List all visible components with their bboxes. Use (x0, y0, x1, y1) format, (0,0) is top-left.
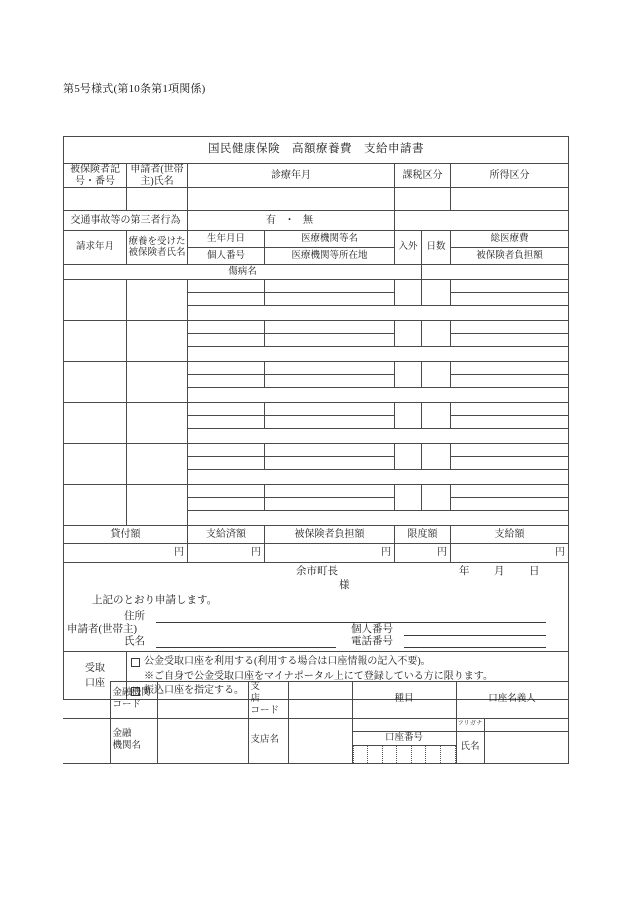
third-party-no[interactable]: 無 (303, 214, 316, 226)
cell-institution-name[interactable] (265, 362, 395, 375)
third-party-separator: ・ (284, 214, 298, 226)
cell-total-medical-cost[interactable] (451, 321, 569, 334)
cell-days[interactable] (422, 444, 451, 470)
currency-unit: 円 (437, 547, 447, 559)
currency-unit: 円 (381, 547, 391, 559)
form-number: 第5号様式(第10条第1項関係) (63, 83, 206, 95)
cell-disease-name[interactable] (188, 470, 569, 485)
account-holder-label: 口座名義人 (456, 682, 568, 719)
field-paid-amount[interactable] (188, 544, 265, 563)
receiving-account-label-line1: 受取 (85, 662, 105, 674)
header-applicant-name: 申請者(世帯主)氏名 (127, 164, 188, 188)
cell-treated-person[interactable] (127, 280, 188, 321)
account-digit[interactable] (353, 746, 369, 763)
third-party-yes[interactable]: 有 (266, 214, 279, 226)
header-in-out: 入外 (395, 231, 422, 265)
bank-account-table (63, 681, 569, 764)
account-number-digit-boxes[interactable] (353, 746, 456, 763)
public-account-note: ※ご自身で公金受取口座をマイナポータル上にて登録している方に限ります。 (144, 670, 493, 682)
field-limit-amount[interactable] (395, 544, 451, 563)
cell-disease-name[interactable] (188, 511, 569, 526)
field-benefit-amount[interactable] (451, 544, 569, 563)
field-insured-burden-total[interactable] (265, 544, 395, 563)
table-row (64, 444, 569, 457)
header-limit-amount: 限度額 (395, 526, 451, 544)
cell-total-medical-cost[interactable] (451, 362, 569, 375)
cell-personal-number[interactable] (188, 416, 265, 429)
cell-claim-month[interactable] (64, 485, 127, 526)
cell-institution-name[interactable] (265, 485, 395, 498)
cell-personal-number[interactable] (188, 457, 265, 470)
branch-code-label (248, 682, 288, 719)
phone-input[interactable] (404, 647, 546, 648)
submission-row (64, 563, 569, 652)
cell-in-out[interactable] (395, 485, 422, 511)
cell-disease-name[interactable] (188, 429, 569, 444)
institution-code-label (110, 682, 157, 719)
claim-header-row-1 (64, 231, 569, 248)
field-account-type[interactable] (352, 718, 456, 731)
institution-code-label-line2: コード (112, 699, 142, 710)
transfer-account-option-label: 振込口座を指定する。 (144, 685, 244, 697)
bank-spacer-cell (63, 682, 110, 719)
title-row (64, 137, 569, 164)
field-tax-category[interactable] (395, 188, 451, 211)
cell-birth-date[interactable] (188, 321, 265, 334)
third-party-options[interactable] (188, 211, 395, 231)
field-applicant-name[interactable] (127, 188, 188, 211)
insured-value-row (64, 188, 569, 211)
header-days: 日数 (422, 231, 451, 265)
cell-institution-address[interactable] (265, 416, 395, 429)
header-disease-name-spacer (422, 265, 569, 280)
header-tax-category: 課税区分 (395, 164, 451, 188)
cell-in-out[interactable] (395, 321, 422, 347)
personal-number-label: 個人番号 (351, 624, 393, 635)
cell-birth-date[interactable] (188, 444, 265, 457)
institution-name-label-line2: 機関名 (112, 740, 142, 751)
address-input[interactable] (156, 622, 546, 623)
table-row (64, 280, 569, 293)
institution-name-label (110, 718, 157, 763)
submission-date[interactable]: 年 月 日 (459, 566, 547, 577)
branch-code-label-line2: コード (250, 705, 280, 716)
field-income-category[interactable] (451, 188, 569, 211)
account-digit[interactable] (383, 746, 398, 763)
cell-treated-person[interactable] (127, 444, 188, 485)
account-digit[interactable] (412, 746, 427, 763)
cell-in-out[interactable] (395, 362, 422, 388)
header-income-category: 所得区分 (451, 164, 569, 188)
phone-label: 電話番号 (351, 636, 393, 647)
header-institution-name: 医療機関等名 (265, 231, 395, 248)
cell-days[interactable] (422, 485, 451, 511)
mayor-honorific: 様 (339, 580, 350, 591)
header-treatment-month: 診療年月 (188, 164, 395, 188)
cell-in-out[interactable] (395, 280, 422, 306)
header-benefit-amount: 支給額 (451, 526, 569, 544)
totals-value-row (64, 544, 569, 563)
cell-institution-name[interactable] (265, 403, 395, 416)
account-number-label: 口座番号 (352, 731, 456, 745)
cell-disease-name[interactable] (188, 306, 569, 321)
field-loan-amount[interactable] (64, 544, 188, 563)
cell-personal-number[interactable] (188, 293, 265, 306)
cell-birth-date[interactable] (188, 362, 265, 375)
cell-personal-number[interactable] (188, 498, 265, 511)
account-digit[interactable] (426, 746, 441, 763)
cell-insured-burden[interactable] (451, 293, 569, 306)
currency-unit: 円 (555, 547, 565, 559)
cell-institution-name[interactable] (265, 280, 395, 293)
header-claim-month: 請求年月 (64, 231, 127, 265)
cell-institution-address[interactable] (265, 498, 395, 511)
account-digit[interactable] (397, 746, 412, 763)
cell-institution-address[interactable] (265, 457, 395, 470)
claim-header-row-3 (64, 265, 569, 280)
cell-days[interactable] (422, 362, 451, 388)
header-treated-person-line2: 被保険者氏名 (128, 247, 186, 258)
cell-personal-number[interactable] (188, 375, 265, 388)
cell-insured-burden[interactable] (451, 416, 569, 429)
totals-header-row (64, 526, 569, 544)
header-insured-burden-total: 被保険者負担額 (265, 526, 395, 544)
bank-row-2 (63, 718, 568, 731)
header-loan-amount: 貸付額 (64, 526, 188, 544)
cell-claim-month[interactable] (64, 403, 127, 444)
header-birth-date: 生年月日 (188, 231, 265, 248)
public-account-option[interactable] (131, 655, 568, 670)
third-party-label: 交通事故等の第三者行為 (64, 211, 188, 231)
name-label: 氏名 (124, 636, 145, 647)
table-row (64, 485, 569, 498)
cell-days[interactable] (422, 321, 451, 347)
branch-name-label: 支店名 (248, 718, 288, 763)
cell-treated-person[interactable] (127, 485, 188, 526)
header-insured-burden: 被保険者負担額 (451, 248, 569, 265)
field-insured-symbol-number[interactable] (64, 188, 127, 211)
field-branch-code[interactable] (288, 682, 352, 719)
institution-code-label-line1: 金融機関 (112, 687, 151, 698)
header-total-medical-cost: 総医療費 (451, 231, 569, 248)
account-digit[interactable] (368, 746, 383, 763)
cell-claim-month[interactable] (64, 362, 127, 403)
field-furigana[interactable] (484, 718, 568, 731)
institution-name-label-line1: 金融 (112, 728, 132, 739)
header-institution-address: 医療機関等所在地 (265, 248, 395, 265)
cell-institution-name[interactable] (265, 321, 395, 334)
field-treatment-month[interactable] (188, 188, 395, 211)
cell-in-out[interactable] (395, 403, 422, 429)
cell-disease-name[interactable] (188, 347, 569, 362)
field-branch-name[interactable] (288, 718, 352, 763)
field-institution-code[interactable] (157, 682, 248, 719)
header-insured-symbol-number: 被保険者記号・番号 (64, 164, 127, 188)
holder-name-label: 氏名 (456, 731, 484, 763)
cell-treated-person[interactable] (127, 403, 188, 444)
furigana-label: フリガナ (456, 718, 484, 731)
cell-institution-address[interactable] (265, 334, 395, 347)
submission-block (64, 563, 569, 652)
cell-institution-address[interactable] (265, 293, 395, 306)
cell-insured-burden[interactable] (451, 457, 569, 470)
cell-total-medical-cost[interactable] (451, 444, 569, 457)
cell-claim-month[interactable] (64, 444, 127, 485)
cell-claim-month[interactable] (64, 321, 127, 362)
cell-birth-date[interactable] (188, 485, 265, 498)
currency-unit: 円 (251, 547, 261, 559)
account-digit[interactable] (441, 746, 456, 763)
address-label: 住所 (124, 611, 145, 622)
cell-in-out[interactable] (395, 444, 422, 470)
field-institution-name[interactable] (157, 718, 248, 763)
insured-header-row (64, 164, 569, 188)
field-holder-name[interactable] (484, 731, 568, 763)
currency-unit: 円 (174, 547, 184, 559)
cell-insured-burden[interactable] (451, 334, 569, 347)
cell-claim-month[interactable] (64, 280, 127, 321)
cell-total-medical-cost[interactable] (451, 403, 569, 416)
third-party-row (64, 211, 569, 231)
name-input[interactable] (156, 647, 336, 648)
cell-birth-date[interactable] (188, 280, 265, 293)
table-row (64, 321, 569, 334)
bank-spacer-cell-2 (63, 718, 110, 763)
cell-institution-address[interactable] (265, 375, 395, 388)
cell-insured-burden[interactable] (451, 375, 569, 388)
application-form-table (63, 136, 569, 700)
cell-total-medical-cost[interactable] (451, 485, 569, 498)
form-title: 国民健康保険 高額療養費 支給申請書 (64, 137, 569, 164)
personal-number-input[interactable] (404, 635, 546, 636)
cell-total-medical-cost[interactable] (451, 280, 569, 293)
header-personal-number: 個人番号 (188, 248, 265, 265)
header-treated-person-line1: 療養を受けた (128, 236, 186, 247)
checkbox-icon[interactable] (131, 658, 140, 667)
cell-personal-number[interactable] (188, 334, 265, 347)
public-account-option-label: 公金受取口座を利用する(利用する場合は口座情報の記入不要)。 (144, 656, 431, 668)
branch-code-label-line1: 支 店 (250, 682, 278, 704)
applicant-label: 申請者(世帯主) (67, 624, 137, 635)
cell-days[interactable] (422, 280, 451, 306)
header-disease-name: 傷病名 (64, 265, 422, 280)
header-treated-person (127, 231, 188, 265)
cell-treated-person[interactable] (127, 362, 188, 403)
header-paid-amount: 支給済額 (188, 526, 265, 544)
cell-disease-name[interactable] (188, 388, 569, 403)
account-type-label: 種目 (352, 682, 456, 719)
cell-treated-person[interactable] (127, 321, 188, 362)
third-party-blank (395, 211, 569, 231)
cell-insured-burden[interactable] (451, 498, 569, 511)
receiving-account-label-line2: 口座 (85, 677, 105, 689)
mayor-title: 余市町長 (296, 566, 338, 577)
table-row (64, 403, 569, 416)
declaration-text: 上記のとおり申請します。 (92, 595, 218, 606)
bank-header-row (63, 682, 568, 719)
cell-days[interactable] (422, 403, 451, 429)
cell-birth-date[interactable] (188, 403, 265, 416)
field-account-number[interactable] (352, 745, 456, 763)
table-row (64, 362, 569, 375)
cell-institution-name[interactable] (265, 444, 395, 457)
